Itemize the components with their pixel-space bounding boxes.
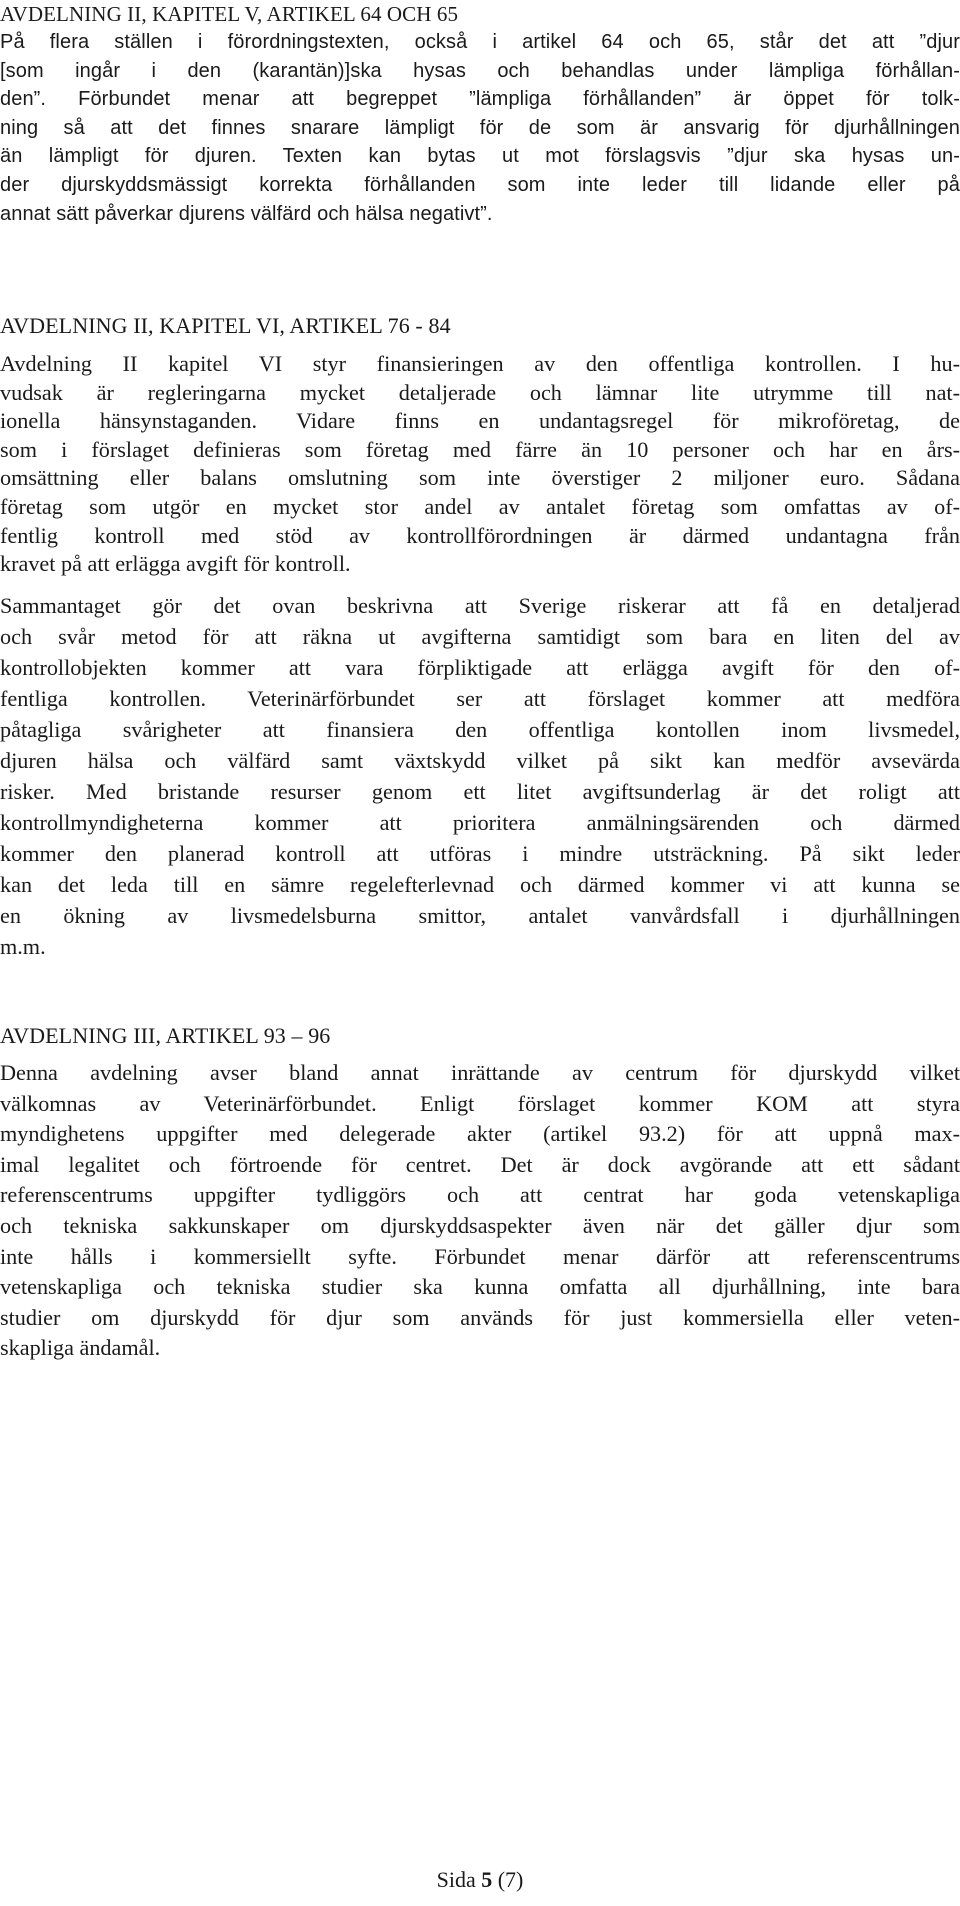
body-line: imal legalitet och förtroende för centret. Det är dock avgörande att ett sådant [0, 1151, 960, 1177]
section-sammantaget [0, 590, 960, 962]
body-line: vudsak är regleringarna mycket detaljerade och lämnar lite utrymme till nat- [0, 379, 960, 405]
body-line: välkomnas av Veterinärförbundet. Enligt förslaget kommer KOM att styra [0, 1090, 960, 1116]
section-body [0, 350, 960, 579]
body-line: annat sätt påverkar djurens välfärd och hälsa negativt”. [0, 202, 493, 225]
body-line: kontrollmyndigheterna kommer att prioritera anmälningsärenden och därmed [0, 810, 960, 835]
body-line: omsättning eller balans omslutning som inte överstiger 2 miljoner euro. Sådana [0, 465, 960, 491]
body-line: Denna avdelning avser bland annat inrättande av centrum för djurskydd vilket [0, 1060, 960, 1085]
body-line: som i förslaget definieras som företag med färre än 10 personer och har en års- [0, 436, 960, 462]
body-line: [som ingår i den (karantän)]ska hysas och behandlas under lämpliga förhållan- [0, 59, 960, 82]
body-line: vetenskapliga och tekniska studier ska kunna omfatta all djurhållning, inte bara [0, 1274, 960, 1300]
body-line: myndighetens uppgifter med delegerade akter (artikel 93.2) för att uppnå max- [0, 1121, 960, 1147]
footer-page-total: (7) [497, 1867, 524, 1892]
body-line: ning så att det finnes snarare lämpligt för de som är ansvarig för djurhållningen [0, 116, 960, 139]
footer-page-number: 5 [481, 1867, 493, 1892]
body-line: På flera ställen i förordningstexten, också i artikel 64 och 65, står det att ”djur [0, 31, 960, 53]
body-line: och svår metod för att räkna ut avgifterna samtidigt som bara en liten del av [0, 624, 960, 649]
body-line: en ökning av livsmedelsburna smittor, antalet vanvårdsfall i djurhållningen [0, 903, 960, 928]
body-line: och tekniska sakkunskaper om djurskyddsaspekter även när det gäller djur som [0, 1212, 960, 1238]
section-avdelning-iii [0, 1022, 960, 1364]
body-line: djuren hälsa och välfärd samt växtskydd vilket på sikt kan medför avsevärda [0, 748, 960, 773]
footer-prefix: Sida [436, 1867, 476, 1892]
section-body [0, 590, 960, 962]
heading-text: AVDELNING III, ARTIKEL 93 – 96 [0, 1023, 331, 1048]
body-line: Avdelning II kapitel VI styr finansieringen av den offentliga kontrollen. I hu- [0, 351, 960, 376]
body-line: den”. Förbundet menar att begreppet ”lämpliga förhållanden” är öppet för tolk- [0, 88, 960, 111]
body-line: ionella hänsynstaganden. Vidare finns en undantagsregel för mikroföretag, de [0, 408, 960, 434]
heading-text: AVDELNING II, KAPITEL VI, ARTIKEL 76 - 84 [0, 313, 451, 338]
section-heading [0, 312, 960, 342]
section-heading [0, 0, 960, 28]
body-line: än lämpligt för djuren. Texten kan bytas ut mot förslagsvis ”djur ska hysas un- [0, 145, 960, 168]
section-kapitel-v [0, 0, 960, 228]
body-line: kommer den planerad kontroll att utföras i mindre utsträckning. På sikt leder [0, 841, 960, 866]
body-line: skapliga ändamål. [0, 1335, 161, 1361]
body-line: kontrollobjekten kommer att vara förpliktigade att erlägga avgift för den of- [0, 655, 960, 680]
body-line: påtagliga svårigheter att finansiera den offentliga kontollen inom livsmedel, [0, 717, 960, 742]
body-line: fentlig kontroll med stöd av kontrollförordningen är därmed undantagna från [0, 522, 960, 548]
body-line: risker. Med bristande resurser genom ett litet avgiftsunderlag är det roligt att [0, 779, 960, 804]
section-body [0, 28, 960, 228]
section-kapitel-vi [0, 312, 960, 579]
body-line: kan det leda till en sämre regelefterlevnad och därmed kommer vi att kunna se [0, 872, 960, 897]
body-line: der djurskyddsmässigt korrekta förhållanden som inte leder till lidande eller på [0, 173, 960, 196]
body-line: m.m. [0, 934, 46, 959]
body-line: företag som utgör en mycket stor andel av antalet företag som omfattas av of- [0, 493, 960, 519]
page-footer [0, 1866, 960, 1894]
section-heading [0, 1022, 960, 1052]
body-line: referenscentrums uppgifter tydliggörs och att centrat har goda vetenskapliga [0, 1182, 960, 1208]
body-line: inte hålls i kommersiellt syfte. Förbundet menar därför att referenscentrums [0, 1243, 960, 1269]
body-line: Sammantaget gör det ovan beskrivna att Sverige riskerar att få en detaljerad [0, 593, 960, 618]
section-body [0, 1058, 960, 1364]
body-line: kravet på att erlägga avgift för kontroll. [0, 551, 351, 577]
heading-text: AVDELNING II, KAPITEL V, ARTIKEL 64 OCH 65 [0, 2, 459, 26]
body-line: fentliga kontrollen. Veterinärförbundet ser att förslaget kommer att medföra [0, 686, 960, 711]
body-line: studier om djurskydd för djur som används för just kommersiella eller veten- [0, 1304, 960, 1330]
